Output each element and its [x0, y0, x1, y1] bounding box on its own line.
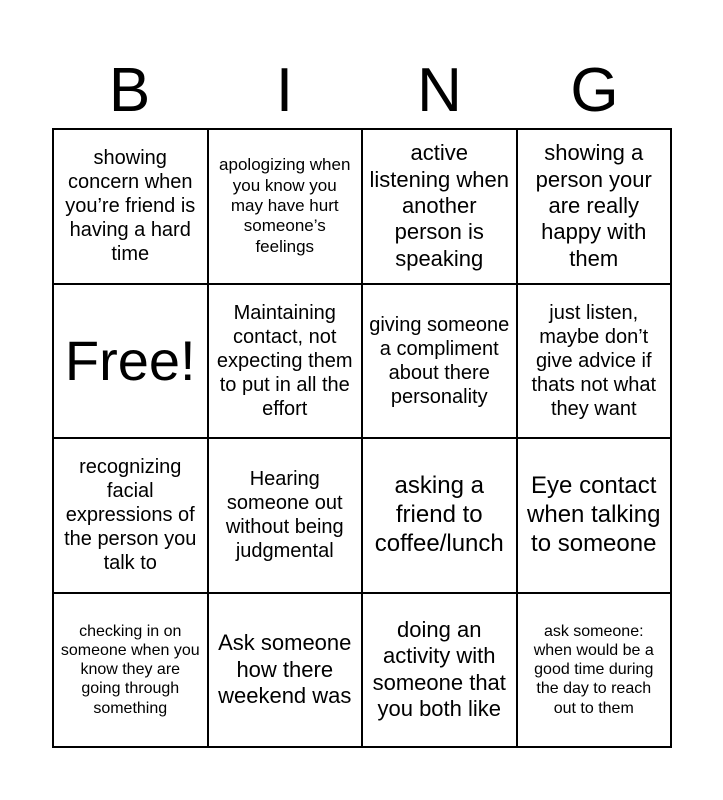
header-letter-b: B [108, 56, 151, 125]
bingo-header [52, 54, 672, 128]
bingo-card-grid [52, 128, 672, 748]
bingo-cell-r3c1[interactable]: recognizing facial expressions of the person you talk to [54, 439, 209, 594]
bingo-cell-r1c3[interactable]: active listening when another person is speaking [363, 130, 518, 285]
bingo-cell-r4c1[interactable]: checking in on someone when you know they are going through something [54, 594, 209, 749]
bingo-cell-r3c2[interactable]: Hearing someone out without being judgmental [209, 439, 364, 594]
bingo-cell-r3c3[interactable]: asking a friend to coffee/lunch [363, 439, 518, 594]
bingo-cell-r2c3[interactable]: giving someone a compliment about there personality [363, 285, 518, 440]
bingo-cell-r3c4[interactable]: Eye contact when talking to someone [518, 439, 673, 594]
bingo-cell-r4c4[interactable]: ask someone: when would be a good time during the day to reach out to them [518, 594, 673, 749]
bingo-cell-r4c2[interactable]: Ask someone how there weekend was [209, 594, 364, 749]
header-letter-g: G [570, 56, 619, 125]
bingo-cell-r1c2[interactable]: apologizing when you know you may have hurt someone’s feelings [209, 130, 364, 285]
bingo-cell-r1c4[interactable]: showing a person your are really happy with them [518, 130, 673, 285]
header-letter-i: I [275, 56, 294, 125]
bingo-cell-r4c3[interactable]: doing an activity with someone that you both like [363, 594, 518, 749]
bingo-cell-r2c2[interactable]: Maintaining contact, not expecting them to put in all the effort [209, 285, 364, 440]
bingo-free-space[interactable]: Free! [54, 285, 209, 440]
header-letter-n: N [417, 56, 462, 125]
bingo-cell-r2c4[interactable]: just listen, maybe don’t give advice if thats not what they want [518, 285, 673, 440]
bingo-cell-r1c1[interactable]: showing concern when you’re friend is having a hard time [54, 130, 209, 285]
